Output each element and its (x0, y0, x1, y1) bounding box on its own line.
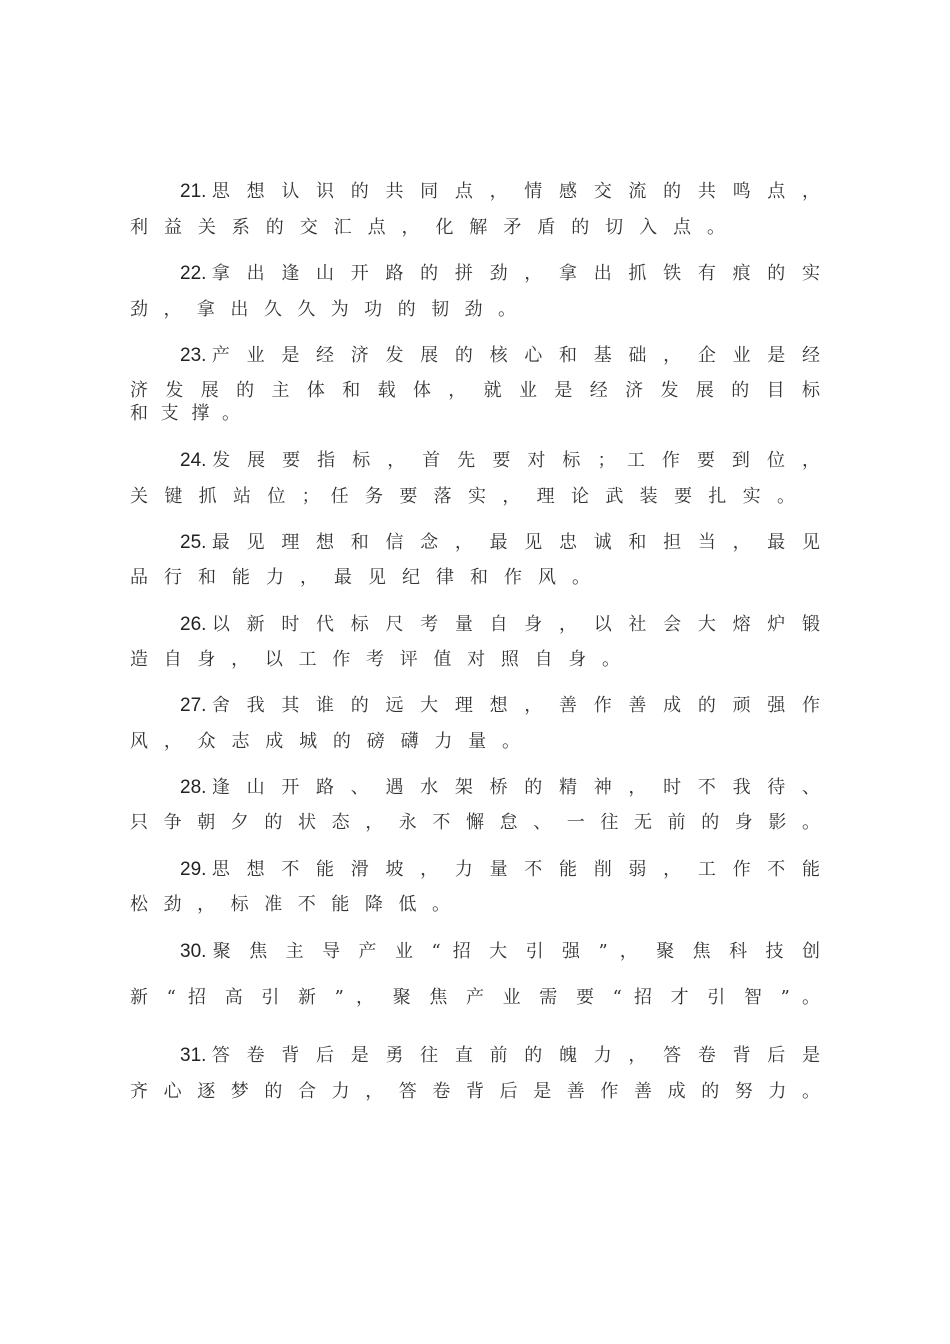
item-27-number: 27. (180, 695, 207, 716)
item-22-text-1: 拿 出 逢 山 开 路 的 拼 劲 ， 拿 出 抓 铁 有 痕 的 实 (206, 263, 820, 284)
item-26-line-2: 造 自 身 ， 以 工 作 考 评 值 对 照 自 身 。 (130, 649, 620, 670)
item-29-line-1 (180, 855, 820, 885)
item-23-line-1 (180, 341, 820, 371)
item-26-line-1 (180, 610, 820, 640)
item-22-number: 22. (180, 263, 207, 284)
item-25-number: 25. (180, 532, 207, 553)
item-27-line-2: 风 ， 众 志 成 城 的 磅 礴 力 量 。 (130, 731, 520, 752)
item-30-line-2: 新 “ 招 高 引 新 ” ， 聚 焦 产 业 需 要 “ 招 才 引 智 ” 。 (130, 987, 820, 1008)
item-22-line-1 (180, 259, 820, 289)
item-28-text-1: 逢 山 开 路 、 遇 水 架 桥 的 精 神 ， 时 不 我 待 、 (206, 777, 820, 798)
item-28-line-2: 只 争 朝 夕 的 状 态 ， 永 不 懈 怠 、 一 往 无 前 的 身 影 。 (130, 812, 820, 833)
item-23-line-3: 和 支 撑 。 (130, 403, 240, 424)
item-29-text-1: 思 想 不 能 滑 坡 ， 力 量 不 能 削 弱 ， 工 作 不 能 (206, 859, 820, 880)
item-24-line-2: 关 键 抓 站 位 ； 任 务 要 落 实 ， 理 论 武 装 要 扎 实 。 (130, 486, 795, 507)
item-30-line-1 (180, 937, 820, 967)
item-25-text-1: 最 见 理 想 和 信 念 ， 最 见 忠 诚 和 担 当 ， 最 见 (206, 532, 820, 553)
item-26-text-1: 以 新 时 代 标 尺 考 量 自 身 ， 以 社 会 大 熔 炉 锻 (206, 614, 820, 635)
item-31-text-1: 答 卷 背 后 是 勇 往 直 前 的 魄 力 ， 答 卷 背 后 是 (206, 1045, 820, 1066)
item-29-number: 29. (180, 859, 207, 880)
item-21-line-1 (180, 177, 820, 207)
item-24-line-1 (180, 446, 820, 476)
item-25-line-2: 品 行 和 能 力 ， 最 见 纪 律 和 作 风 。 (130, 567, 590, 588)
item-30-number: 30. (180, 941, 207, 962)
item-22-line-2: 劲 ， 拿 出 久 久 为 功 的 韧 劲 。 (130, 299, 516, 320)
item-21-number: 21. (180, 181, 207, 202)
item-25-line-1 (180, 528, 820, 558)
item-28-line-1 (180, 773, 820, 803)
item-29-line-2: 松 劲 ， 标 准 不 能 降 低 。 (130, 894, 450, 915)
item-30-text-1: 聚 焦 主 导 产 业 “ 招 大 引 强 ” ， 聚 焦 科 技 创 (206, 941, 820, 962)
item-31-line-1 (180, 1041, 820, 1071)
item-26-number: 26. (180, 614, 207, 635)
item-24-text-1: 发 展 要 指 标 ， 首 先 要 对 标 ； 工 作 要 到 位 ， (206, 450, 820, 471)
item-21-text-1: 思 想 认 识 的 共 同 点 ， 情 感 交 流 的 共 鸣 点 ， (206, 181, 820, 202)
item-21-line-2: 利 益 关 系 的 交 汇 点 ， 化 解 矛 盾 的 切 入 点 。 (130, 217, 725, 238)
item-23-text-1: 产 业 是 经 济 发 展 的 核 心 和 基 础 ， 企 业 是 经 (206, 345, 820, 366)
item-28-number: 28. (180, 777, 207, 798)
item-27-text-1: 舍 我 其 谁 的 远 大 理 想 ， 善 作 善 成 的 顽 强 作 (206, 695, 820, 716)
item-23-number: 23. (180, 345, 207, 366)
item-23-line-2: 济 发 展 的 主 体 和 载 体 ， 就 业 是 经 济 发 展 的 目 标 (130, 380, 820, 401)
item-24-number: 24. (180, 450, 207, 471)
item-27-line-1 (180, 691, 820, 721)
item-31-line-2: 齐 心 逐 梦 的 合 力 ， 答 卷 背 后 是 善 作 善 成 的 努 力 。 (130, 1081, 820, 1102)
item-31-number: 31. (180, 1045, 207, 1066)
